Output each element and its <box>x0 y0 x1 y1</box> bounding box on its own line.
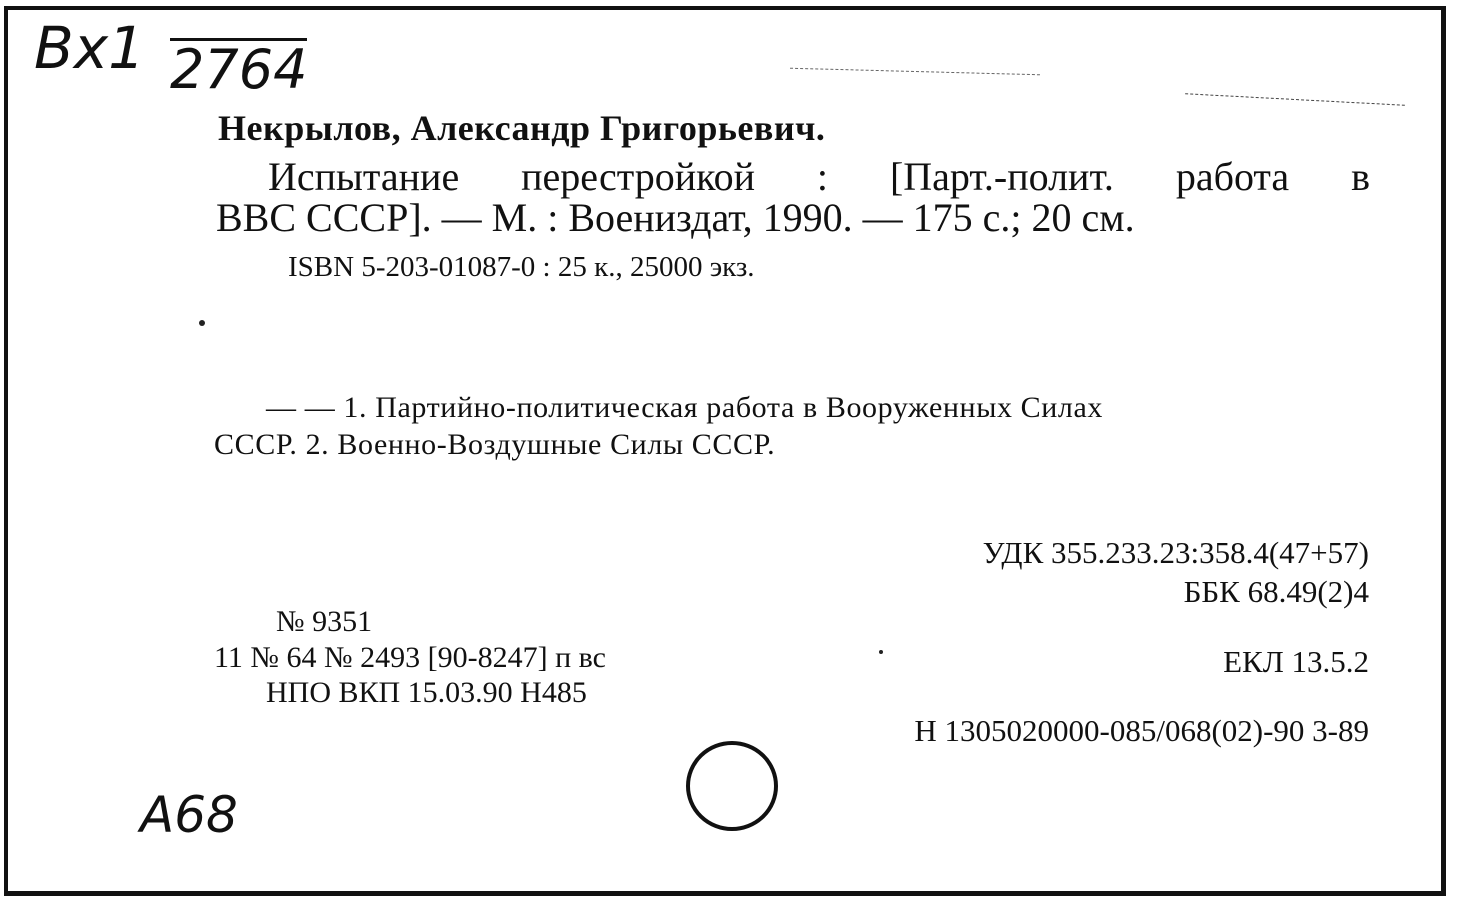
order-info: 11 № 64 № 2493 [90-8247] п вс <box>214 641 606 674</box>
handwritten-code: Вх1 <box>34 14 146 82</box>
udk-code: УДК 355.233.23:358.4(47+57) <box>982 535 1369 570</box>
h-code: Н 1305020000-085/068(02)-90 3-89 <box>914 713 1369 748</box>
subjects-line-1: — — 1. Партийно-политическая работа в Вооруженных Силах <box>266 391 1104 424</box>
title-word: Испытание <box>268 154 460 199</box>
title-word: перестройкой <box>521 154 755 199</box>
author-heading: Некрылов, Александр Григорьевич. <box>218 108 826 148</box>
punch-hole-icon <box>684 738 784 834</box>
ekl-code: ЕКЛ 13.5.2 <box>1223 644 1369 679</box>
title-word: : <box>816 154 829 199</box>
isbn-line: ISBN 5-203-01087-0 : 25 к., 25000 экз. <box>288 251 755 283</box>
printing-info: НПО ВКП 15.03.90 Н485 <box>266 676 587 709</box>
title-word: [Парт.-полит. <box>889 154 1114 199</box>
card-number: № 9351 <box>276 605 373 638</box>
title-word: в <box>1351 154 1370 199</box>
ink-speck <box>199 320 205 326</box>
subjects-line-2: СССР. 2. Военно-Воздушные Силы СССР. <box>214 428 776 461</box>
bbk-code: ББК 68.49(2)4 <box>1183 574 1369 609</box>
title-word: работа <box>1175 154 1290 199</box>
title-line-2: ВВС СССР]. — М. : Воениздат, 1990. — 175 с.; 20 см. <box>216 195 1135 240</box>
handwritten-shelf-mark: А68 <box>140 786 238 844</box>
ink-speck <box>879 650 883 654</box>
title-line-1 <box>268 153 1370 200</box>
handwritten-number: 2764 <box>170 38 308 101</box>
